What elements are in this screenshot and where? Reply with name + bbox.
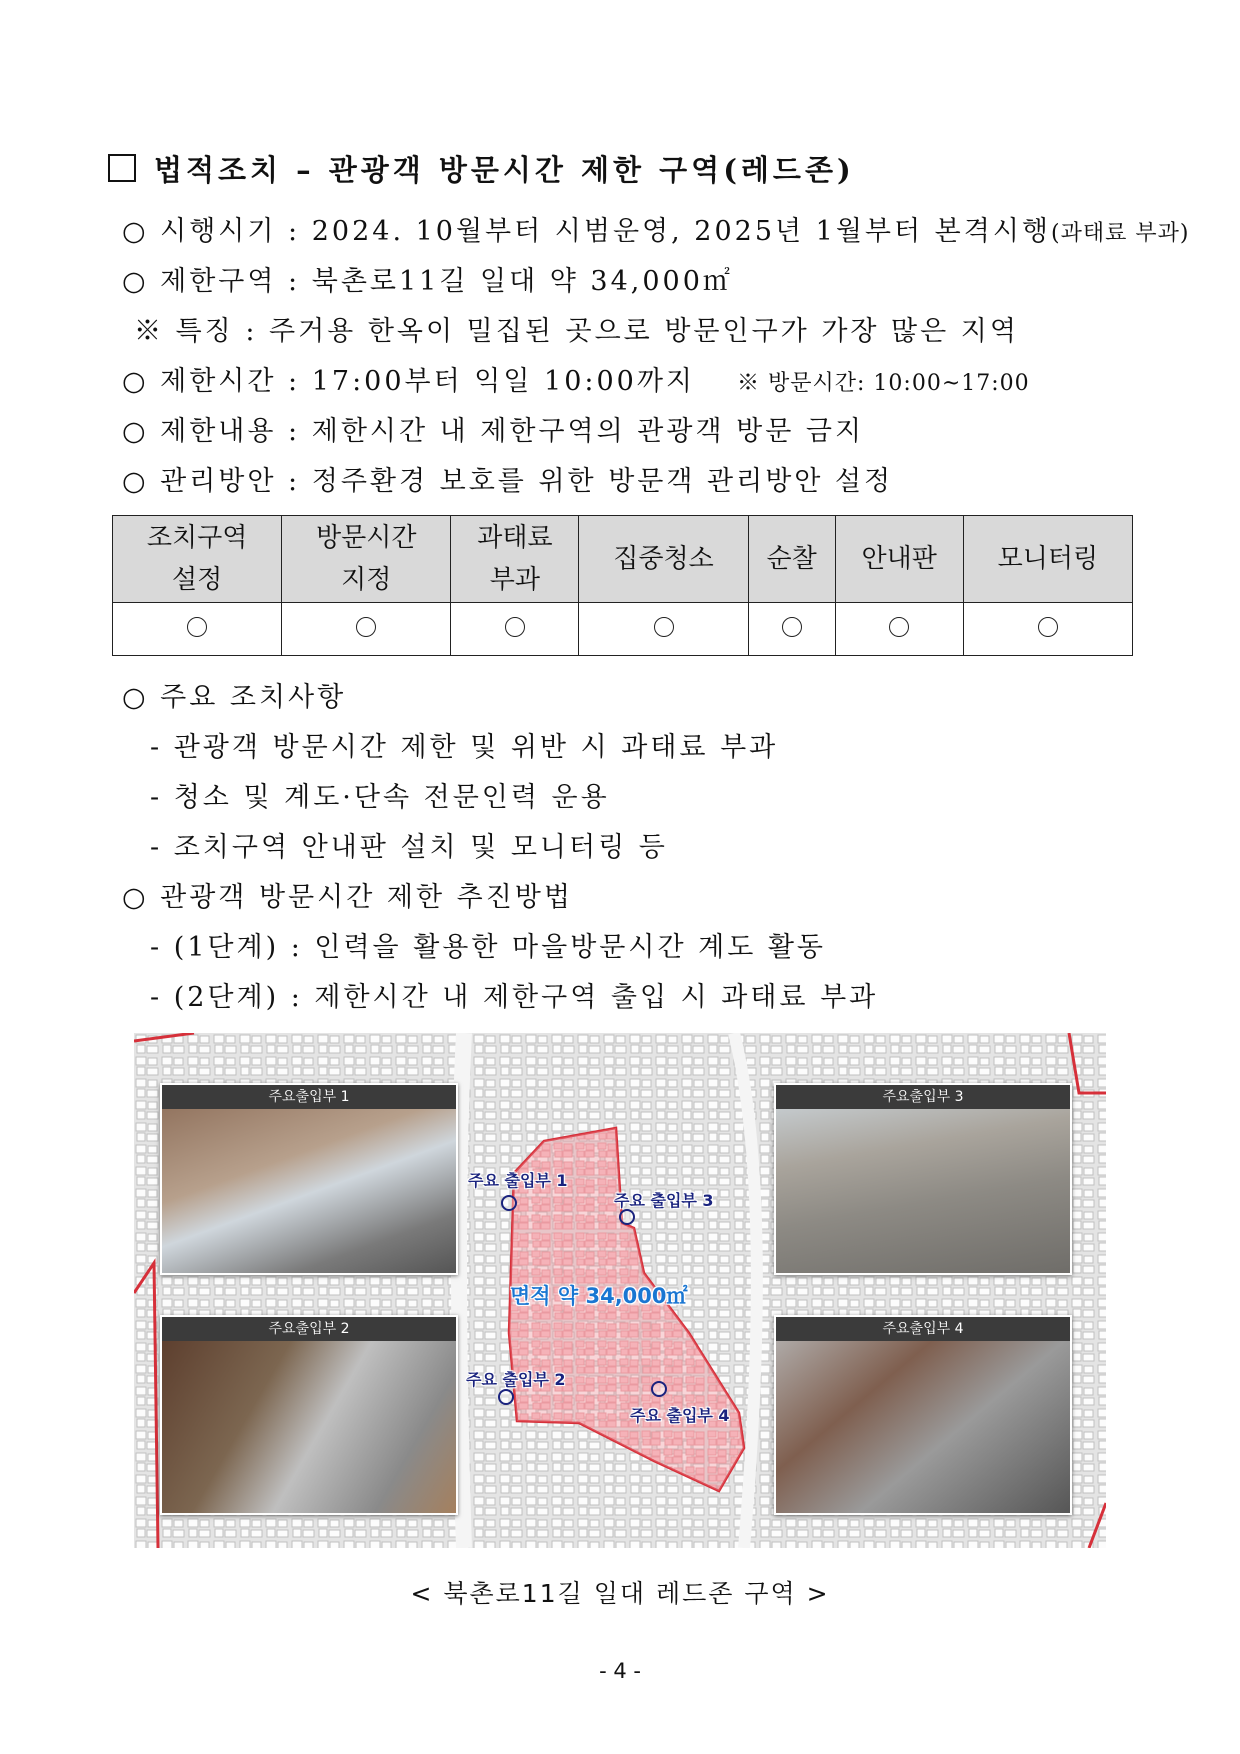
table-header-row bbox=[113, 516, 1133, 603]
photo-caption: 주요출입부 1 bbox=[162, 1085, 456, 1109]
table-header-cell: 과태료 부과 bbox=[451, 516, 579, 603]
area-label: 면적 약 34,000㎡ bbox=[510, 1284, 688, 1308]
table-cell-circle bbox=[113, 603, 282, 656]
item-period bbox=[122, 209, 1189, 248]
entrance-marker-4 bbox=[651, 1381, 667, 1397]
table-header-cell: 순찰 bbox=[748, 516, 835, 603]
method-title: ○ 관광객 방문시간 제한 추진방법 bbox=[122, 882, 573, 913]
entrance-photo-1 bbox=[160, 1083, 458, 1275]
item-period-text: ○ 시행시기 : 2024. 10월부터 시범운영, 2025년 1월부터 본격시행 bbox=[122, 216, 1051, 247]
item-zone: ○ 제한구역 : 북촌로11길 일대 약 34,000㎡ bbox=[122, 266, 733, 297]
measures-item: - 조치구역 안내판 설치 및 모니터링 등 bbox=[150, 832, 668, 863]
table-header-cell: 모니터링 bbox=[963, 516, 1132, 603]
item-time bbox=[122, 359, 1030, 398]
measures-title: ○ 주요 조치사항 bbox=[122, 682, 347, 713]
checkbox-square-icon bbox=[108, 154, 136, 182]
entrance-photo-3 bbox=[774, 1083, 1072, 1275]
table-cell-circle bbox=[282, 603, 451, 656]
table-header-cell: 조치구역 설정 bbox=[113, 516, 282, 603]
measures-item: - 관광객 방문시간 제한 및 위반 시 과태료 부과 bbox=[150, 732, 779, 763]
page-number: - 4 - bbox=[599, 1659, 641, 1683]
photo-caption: 주요출입부 2 bbox=[162, 1317, 456, 1341]
table-header-cell: 방문시간 지정 bbox=[282, 516, 451, 603]
entrance-label-3: 주요 출입부 3 bbox=[614, 1191, 714, 1210]
table-cell-circle bbox=[748, 603, 835, 656]
table-header-cell: 집중청소 bbox=[579, 516, 748, 603]
circle-mark-icon bbox=[1038, 617, 1058, 637]
entrance-label-4: 주요 출입부 4 bbox=[630, 1406, 730, 1425]
circle-mark-icon bbox=[782, 617, 802, 637]
photo-caption: 주요출입부 4 bbox=[776, 1317, 1070, 1341]
method-item: - (2단계) : 제한시간 내 제한구역 출입 시 과태료 부과 bbox=[150, 982, 879, 1013]
method-item: - (1단계) : 인력을 활용한 마을방문시간 계도 활동 bbox=[150, 932, 827, 963]
item-content: ○ 제한내용 : 제한시간 내 제한구역의 관광객 방문 금지 bbox=[122, 416, 865, 447]
entrance-label-2: 주요 출입부 2 bbox=[466, 1370, 566, 1389]
table-cell-circle bbox=[579, 603, 748, 656]
circle-mark-icon bbox=[505, 617, 525, 637]
measures-item: - 청소 및 계도·단속 전문인력 운용 bbox=[150, 782, 610, 813]
item-time-text: ○ 제한시간 : 17:00부터 익일 10:00까지 bbox=[122, 366, 696, 397]
entrance-photo-2 bbox=[160, 1315, 458, 1515]
entrance-marker-2 bbox=[498, 1389, 514, 1405]
heading-text: 법적조치 – 관광객 방문시간 제한 구역(레드존) bbox=[154, 153, 855, 187]
entrance-marker-1 bbox=[501, 1195, 517, 1211]
table-row bbox=[113, 603, 1133, 656]
circle-mark-icon bbox=[356, 617, 376, 637]
measures-table bbox=[112, 515, 1133, 656]
entrance-label-1: 주요 출입부 1 bbox=[468, 1171, 568, 1190]
section-heading bbox=[108, 148, 855, 189]
table-header-cell: 안내판 bbox=[835, 516, 963, 603]
figure-caption: < 북촌로11길 일대 레드존 구역 > bbox=[410, 1579, 830, 1608]
item-time-note: ※ 방문시간: 10:00~17:00 bbox=[737, 371, 1030, 396]
table-cell-circle bbox=[963, 603, 1132, 656]
circle-mark-icon bbox=[187, 617, 207, 637]
item-period-note: (과태료 부과) bbox=[1051, 221, 1190, 246]
circle-mark-icon bbox=[654, 617, 674, 637]
table-cell-circle bbox=[835, 603, 963, 656]
entrance-marker-3 bbox=[619, 1209, 635, 1225]
circle-mark-icon bbox=[889, 617, 909, 637]
photo-caption: 주요출입부 3 bbox=[776, 1085, 1070, 1109]
entrance-photo-4 bbox=[774, 1315, 1072, 1515]
table-cell-circle bbox=[451, 603, 579, 656]
red-zone-map bbox=[134, 1033, 1106, 1548]
item-plan: ○ 관리방안 : 정주환경 보호를 위한 방문객 관리방안 설정 bbox=[122, 466, 894, 497]
item-feature: ※ 특징 : 주거용 한옥이 밀집된 곳으로 방문인구가 가장 많은 지역 bbox=[134, 316, 1019, 347]
